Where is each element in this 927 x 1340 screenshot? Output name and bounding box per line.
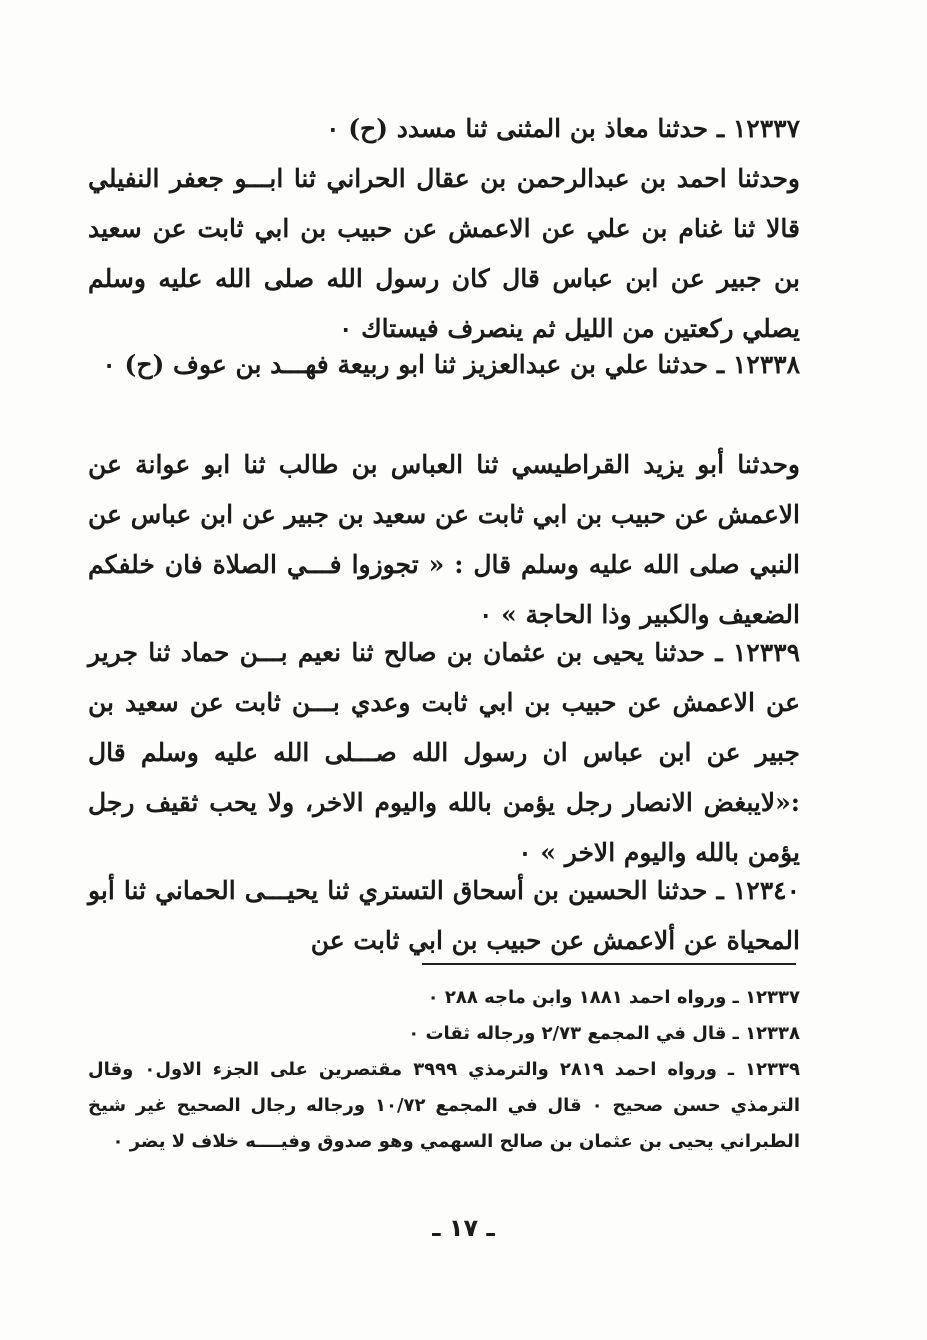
hadith-12337-header bbox=[88, 104, 800, 154]
footnote-12337: ١٢٣٣٧ ـ ورواه احمد ١٨٨١ وابن ماجه ٢٨٨ ٠ bbox=[427, 987, 800, 1008]
paragraph-text: ١٢٣٣٨ ـ حدثنا علي بن عبدالعزيز ثنا ابو ربيعة فهـــد بن عوف (ح) ٠ bbox=[102, 350, 800, 379]
page-number: ـ ١٧ ـ bbox=[432, 1214, 495, 1242]
footnote-divider bbox=[422, 963, 796, 965]
paragraph-text: ١٢٣٣٩ ـ حدثنا يحيى بن عثمان بن صالح ثنا نعيم بـــن حماد ثنا جرير عن الاعمش عن حبيب بن ابي ثابت وعدي بـــن ثابت عن سعيد بن جبير عن ابن عباس ان رسول الله صـــلى الله عليه وسلم قال :«لايبغض الانصار رجل يؤمن بالله واليوم الاخر، ولا يحب ثقيف رجل يؤمن بالله واليوم الاخر » ٠ bbox=[88, 638, 800, 867]
footnote-12338: ١٢٣٣٨ ـ قال في المجمع ٢/٧٣ ورجاله ثقات ٠ bbox=[408, 1023, 800, 1044]
paragraph-text: ١٢٣٤٠ ـ حدثنا الحسين بن أسحاق التستري ثنا يحيـــى الحماني ثنا أبو المحياة عن ألاعمش عن حبيب بن ابي ثابت عن bbox=[88, 876, 800, 955]
hadith-12338-chain bbox=[88, 440, 800, 640]
paragraph-text: وحدثنا احمد بن عبدالرحمن بن عقال الحراني ثنا ابـــو جعفر النفيلي قالا ثنا غنام بن علي عن الاعمش عن حبيب بن ابي ثابت عن سعيد بن جبير عن ابن عباس قال كان رسول الله صلى الله عليه وسلم يصلي ركعتين من الليل ثم ينصرف فيستاك ٠ bbox=[88, 164, 800, 343]
paragraph-text: وحدثنا أبو يزيد القراطيسي ثنا العباس بن طالب ثنا ابو عوانة عن الاعمش عن حبيب بن ابي ثابت عن سعيد بن جبير عن ابن عباس عن النبي صلى الله عليه وسلم قال : « تجوزوا فـــي الصلاة فان خلفكم الضعيف والكبير وذا الحاجة » ٠ bbox=[88, 450, 800, 629]
hadith-12339 bbox=[88, 628, 800, 878]
hadith-12340 bbox=[88, 866, 800, 966]
footnote-12339: ١٢٣٣٩ ـ ورواه احمد ٢٨١٩ والترمذي ٣٩٩٩ مقتصرين على الجزء الاول٠ وقال الترمذي حسن صحيح ٠ قال في المجمع ١٠/٧٢ ورجاله رجال الصحيح غير شيخ الطبراني يحيى بن عثمان بن صالح السهمي وهو صدوق وفيــــه خلاف لا يضر ٠ bbox=[88, 1059, 800, 1152]
hadith-12338-header bbox=[88, 340, 800, 390]
hadith-12337-chain bbox=[88, 154, 800, 354]
footnotes bbox=[88, 980, 800, 1160]
paragraph-text: ١٢٣٣٧ ـ حدثنا معاذ بن المثنى ثنا مسدد (ح) ٠ bbox=[326, 114, 800, 143]
